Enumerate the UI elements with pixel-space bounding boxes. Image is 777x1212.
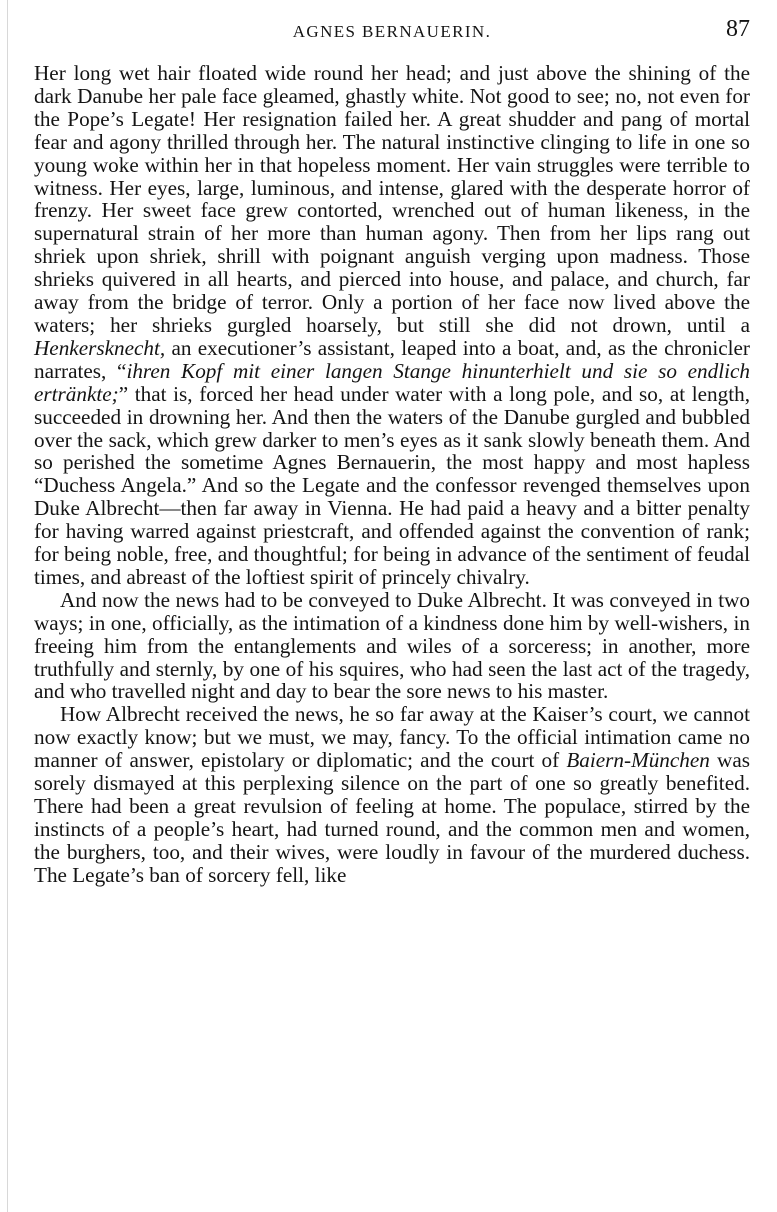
- paragraph-1-text-a: Her long wet hair floated wide round her head; and just above the shining of the dark Danube her pale face gleamed, ghastly white. Not good to see; no, not even for the Pope’s Legate! Her resignation failed her. A great shudder and pang of mortal fear and agony thrilled through her. The natural instinctive clinging to life in one so young woke within her in that hopeless moment. Her vain struggles were terrible to witness. Her eyes, large, luminous, and intense, glared with the desperate horror of frenzy. Her sweet face grew contorted, wrenched out of human likeness, in the supernatural strain of her more than human agony. Then from her lips rang out shriek upon shriek, shrill with poignant anguish verging upon madness. Those shrieks quivered in all hearts, and pierced into house, and palace, and church, far away from the bridge of terror. Only a portion of her face now lived above the waters; her shrieks gurgled hoarsely, but still she did not drown, until a: [34, 61, 750, 337]
- paragraph-3-italic-baiern-munchen: Baiern-München: [566, 748, 710, 773]
- running-head: AGNES BERNAUERIN.: [292, 22, 492, 41]
- paragraph-1-italic-henkersknecht: Henkersknecht,: [34, 335, 166, 360]
- paragraph-3-text-b: was sorely dismayed at this perplexing silence on the part of one so greatly benefited. There had been a great revulsion of feeling at home. The populace, stirred by the instincts of a people’s heart, had turned round, and the common men and women, the burghers, too, and their wives, were loudly in favour of the murdered duchess. The Legate’s ban of sorcery fell, like: [34, 748, 750, 887]
- paragraph-3-text-a: How Albrecht received the news, he so far away at the Kaiser’s court, we cannot now exactly know; but we must, we may, fancy. To the official intimation came no manner of answer, epistolary or diplomatic; and the court of: [34, 702, 750, 773]
- page-edge-line: [7, 0, 8, 1212]
- paragraph-1: [34, 62, 750, 589]
- paragraph-2: And now the news had to be conveyed to Duke Albrecht. It was conveyed in two ways; in one, officially, as the intimation of a kindness done him by well-wishers, in freeing him from the entanglements and wiles of a sorceress; in another, more truthfully and sternly, by one of his squires, who had seen the last act of the tragedy, and who travelled night and day to bear the sore news to his master.: [34, 587, 750, 704]
- page-number: 87: [726, 16, 750, 42]
- page-header: [34, 16, 750, 48]
- paragraph-1-text-b: an executioner’s assistant, leaped into a boat, and, as the chronicler narrates, “: [34, 335, 750, 383]
- paragraph-1-italic-german-quote: ihren Kopf mit einer langen Stange hinunterhielt und sie so endlich ertränkte;: [34, 358, 750, 406]
- paragraph-1-text-c: ” that is, forced her head under water with a long pole, and so, at length, succeeded in drowning her. And then the waters of the Danube gurgled and bubbled over the sack, which grew darker to men’s eyes as it sank slowly beneath them. And so perished the sometime Agnes Bernauerin, the most happy and most hapless “Duchess Angela.” And so the Legate and the confessor revenged themselves upon Duke Albrecht—then far away in Vienna. He had paid a heavy and a bitter penalty for having warred against priestcraft, and offended against the convention of rank; for being noble, free, and thoughtful; for being in advance of the sentiment of feudal times, and abreast of the loftiest spirit of princely chivalry.: [34, 381, 750, 589]
- body-text: [34, 62, 750, 887]
- paragraph-3: [34, 703, 750, 886]
